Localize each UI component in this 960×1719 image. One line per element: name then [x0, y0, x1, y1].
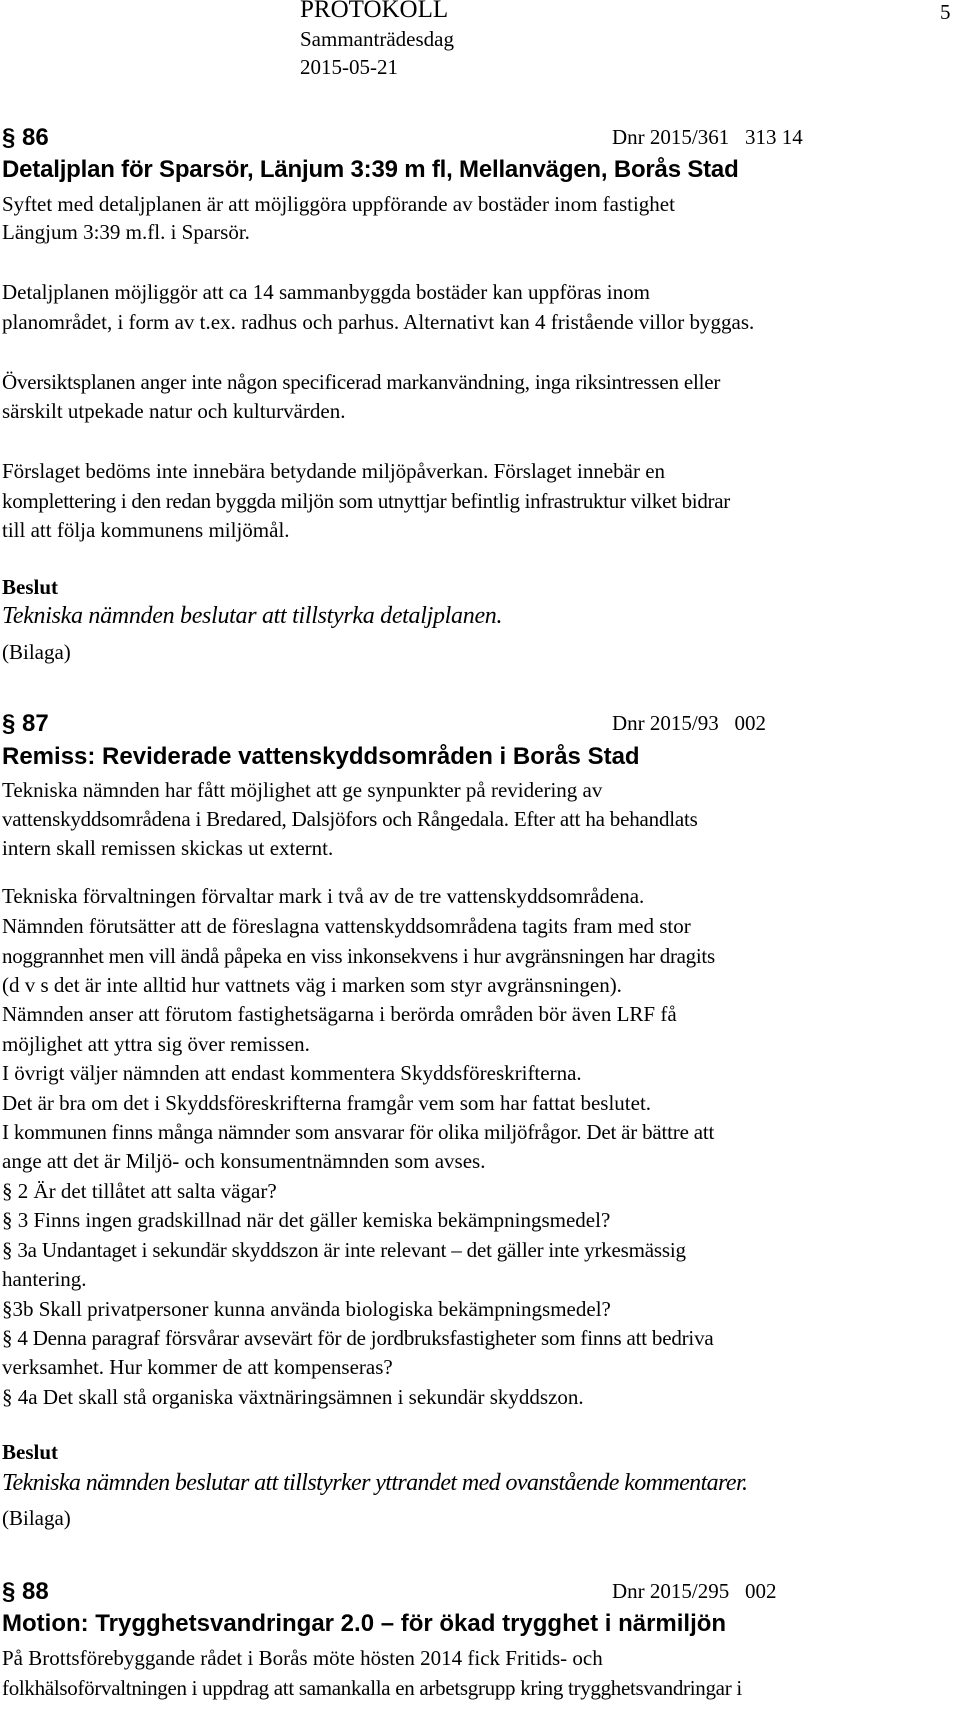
- section-86-line: planområdet, i form av t.ex. radhus och parhus. Alternativt kan 4 fristående villor byggas.: [2, 310, 755, 334]
- section-87-line: Nämnden anser att förutom fastighetsägarna i berörda områden bör även LRF få: [2, 1002, 677, 1026]
- section-87-line: Tekniska nämnden har fått möjlighet att ge synpunkter på revidering av: [2, 778, 603, 802]
- section-87-line: I kommunen finns många nämnder som ansvarar för olika miljöfrågor. Det är bättre att: [2, 1120, 715, 1144]
- section-86-bilaga: (Bilaga): [2, 640, 71, 664]
- section-86-title: Detaljplan för Sparsör, Länjum 3:39 m fl, Mellanvägen, Borås Stad: [2, 156, 739, 183]
- section-87-beslut-label: Beslut: [2, 1440, 59, 1464]
- section-87-line: möjlighet att yttra sig över remissen.: [2, 1032, 310, 1056]
- section-86-line: Detaljplanen möjliggör att ca 14 sammanbyggda bostäder kan uppföras inom: [2, 280, 650, 304]
- section-86-line: Översiktsplanen anger inte någon specificerad markanvändning, inga riksintressen eller: [2, 370, 721, 394]
- paragraph-comment: § 3 Finns ingen gradskillnad när det gäller kemiska bekämpningsmedel?: [2, 1208, 611, 1232]
- page-number: 5: [940, 0, 951, 24]
- section-87-line: vattenskyddsområdena i Bredared, Dalsjöfors och Rångedala. Efter att ha behandlats: [2, 807, 698, 831]
- section-87-line: Nämnden förutsätter att de föreslagna vattenskyddsområdena tagits fram med stor: [2, 914, 691, 938]
- paragraph-comment: hantering.: [2, 1267, 87, 1291]
- section-86-decision: Tekniska nämnden beslutar att tillstyrka detaljplanen.: [2, 603, 503, 629]
- section-87-line: ange att det är Miljö- och konsumentnämnden som avses.: [2, 1149, 486, 1173]
- section-86-line: Förslaget bedöms inte innebära betydande miljöpåverkan. Förslaget innebär en: [2, 459, 666, 483]
- meeting-day-label: Sammanträdesdag: [300, 27, 454, 51]
- section-88-number: § 88: [2, 1578, 49, 1605]
- section-87-line: intern skall remissen skickas ut externt.: [2, 836, 334, 860]
- section-87-line: noggrannhet men vill ändå påpeka en viss inkonsekvens i hur avgränsningen har dragits: [2, 944, 715, 968]
- paragraph-comment: §3b Skall privatpersoner kunna använda biologiska bekämpningsmedel?: [2, 1297, 611, 1321]
- paragraph-comment: § 4a Det skall stå organiska växtnäringsämnen i sekundär skyddszon.: [2, 1385, 584, 1409]
- section-88-title: Motion: Trygghetsvandringar 2.0 – för ökad trygghet i närmiljön: [2, 1610, 727, 1637]
- section-86-line: särskilt utpekade natur och kulturvärden.: [2, 399, 346, 423]
- section-87-title: Remiss: Reviderade vattenskyddsområden i Borås Stad: [2, 743, 640, 770]
- section-86-number: § 86: [2, 124, 49, 151]
- section-87-line: (d v s det är inte alltid hur vattnets väg i marken som styr avgränsningen).: [2, 973, 622, 997]
- section-88-line: På Brottsförebyggande rådet i Borås möte hösten 2014 fick Fritids- och: [2, 1646, 603, 1670]
- section-87-decision: Tekniska nämnden beslutar att tillstyrker yttrandet med ovanstående kommentarer.: [2, 1470, 748, 1496]
- section-87-line: Det är bra om det i Skyddsföreskrifterna framgår vem som har fattat beslutet.: [2, 1091, 652, 1115]
- section-87-dnr: Dnr 2015/93 002: [612, 711, 766, 735]
- section-87-line: I övrigt väljer nämnden att endast kommentera Skyddsföreskrifterna.: [2, 1061, 582, 1085]
- paragraph-comment: § 4 Denna paragraf försvårar avsevärt för de jordbruksfastigheter som finns att bedriva: [2, 1326, 714, 1350]
- document-title: PROTOKOLL: [300, 0, 449, 23]
- section-87-number: § 87: [2, 710, 49, 737]
- section-87-line: Tekniska förvaltningen förvaltar mark i två av de tre vattenskyddsområdena.: [2, 884, 645, 908]
- paragraph-comment: § 3a Undantaget i sekundär skyddszon är inte relevant – det gäller inte yrkesmässig: [2, 1238, 686, 1262]
- section-86-line: Syftet med detaljplanen är att möjliggöra uppförande av bostäder inom fastighet: [2, 192, 675, 216]
- section-88-line: folkhälsoförvaltningen i uppdrag att samankalla en arbetsgrupp kring trygghetsvandringar i: [2, 1676, 742, 1700]
- section-86-beslut-label: Beslut: [2, 575, 59, 599]
- section-86-line: komplettering i den redan byggda miljön som utnyttjar befintlig infrastruktur vilket bidrar: [2, 489, 730, 513]
- section-87-bilaga: (Bilaga): [2, 1506, 71, 1530]
- meeting-date: 2015-05-21: [300, 55, 398, 79]
- section-86-dnr: Dnr 2015/361 313 14: [612, 125, 803, 149]
- section-86-line: till att följa kommunens miljömål.: [2, 518, 290, 542]
- paragraph-comment: § 2 Är det tillåtet att salta vägar?: [2, 1179, 277, 1203]
- section-86-line: Längjum 3:39 m.fl. i Sparsör.: [2, 220, 250, 244]
- paragraph-comment: verksamhet. Hur kommer de att kompenseras?: [2, 1355, 393, 1379]
- section-88-dnr: Dnr 2015/295 002: [612, 1579, 777, 1603]
